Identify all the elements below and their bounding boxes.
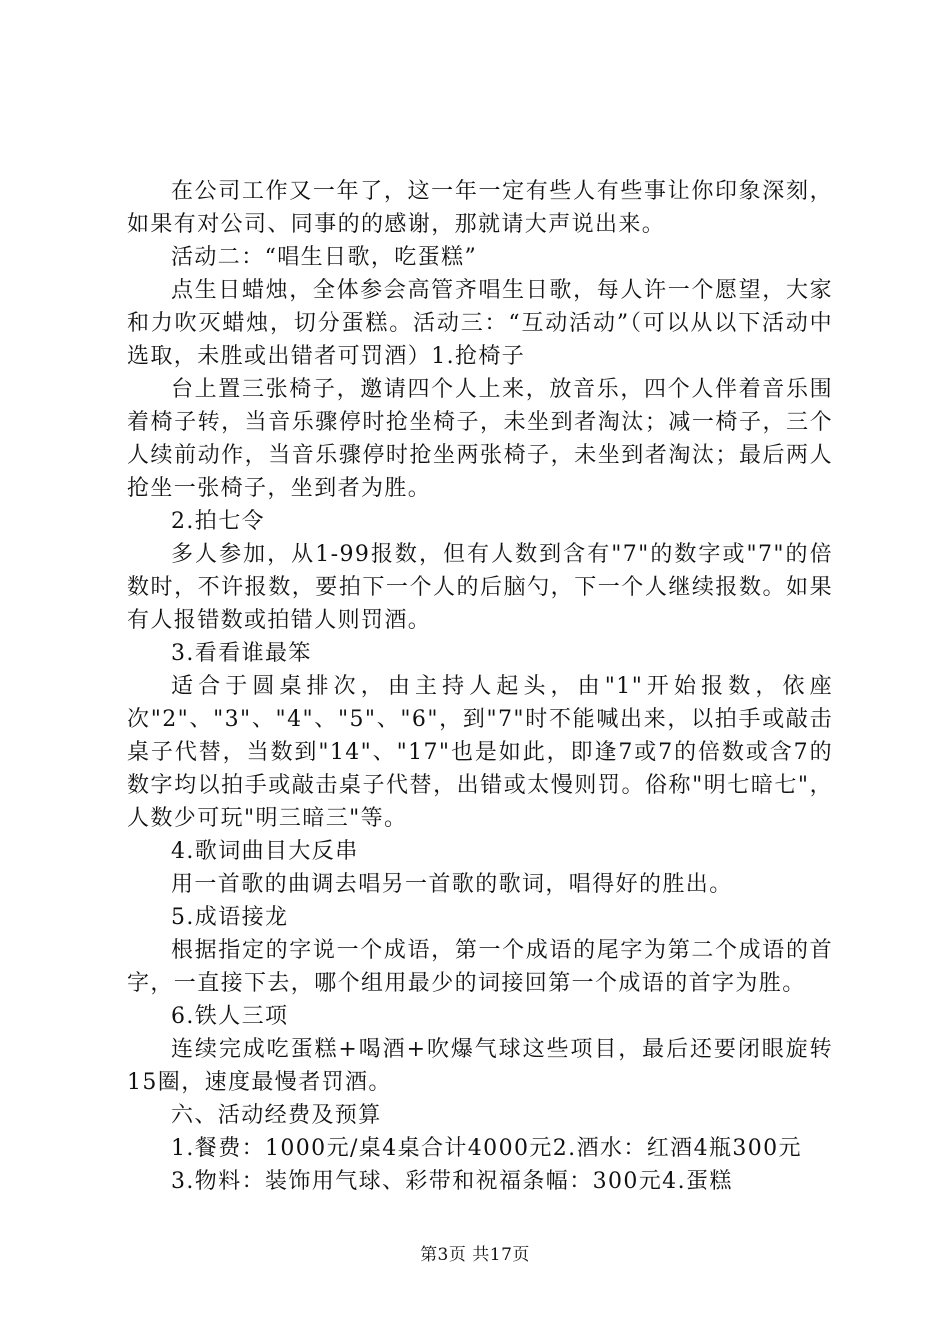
paragraph: 在公司工作又一年了，这一年一定有些人有些事让你印象深刻，如果有对公司、同事的的感谢，那就请大声说出来。	[127, 179, 833, 237]
section-heading: 2.拍七令	[171, 509, 265, 534]
paragraph: 适合于圆桌排次，由主持人起头，由"1"开始报数，依座次"2"、"3"、"4"、"5"、"6"，到"7"时不能喊出来，以拍手或敲击桌子代替，当数到"14"、"17"也是如此，即逢7或7的倍数或含7的数字均以拍手或敲击桌子代替，出错或太慢则罚。俗称"明七暗七"，人数少可玩"明三暗三"等。	[127, 674, 833, 831]
page-footer: 第3页 共17页	[420, 1245, 530, 1265]
body-text	[127, 175, 833, 1198]
paragraph: 多人参加，从1-99报数，但有人数到含有"7"的数字或"7"的倍数时，不许报数，要拍下一个人的后脑勺，下一个人继续报数。如果有人报错数或拍错人则罚酒。	[127, 542, 833, 633]
paragraph: 点生日蜡烛，全体参会高管齐唱生日歌，每人许一个愿望，大家和力吹灭蜡烛，切分蛋糕。活动三：“互动活动”（可以从以下活动中选取，未胜或出错者可罚酒）1.抢椅子	[127, 278, 833, 369]
section-heading: 6.铁人三项	[171, 1004, 289, 1029]
section-heading: 活动二：“唱生日歌，吃蛋糕”	[171, 245, 478, 270]
paragraph: 1.餐费：1000元/桌4桌合计4000元2.酒水：红酒4瓶300元	[171, 1136, 802, 1161]
section-heading: 5.成语接龙	[171, 905, 289, 930]
paragraph: 用一首歌的曲调去唱另一首歌的歌词，唱得好的胜出。	[171, 872, 733, 897]
paragraph: 台上置三张椅子，邀请四个人上来，放音乐，四个人伴着音乐围着椅子转，当音乐骤停时抢坐椅子，未坐到者淘汰；减一椅子，三个人续前动作，当音乐骤停时抢坐两张椅子，未坐到者淘汰；最后两人抢坐一张椅子，坐到者为胜。	[127, 377, 833, 501]
paragraph: 根据指定的字说一个成语，第一个成语的尾字为第二个成语的首字，一直接下去，哪个组用最少的词接回第一个成语的首字为胜。	[127, 938, 833, 996]
paragraph: 3.物料：装饰用气球、彩带和祝福条幅：300元4.蛋糕	[171, 1169, 733, 1194]
paragraph: 连续完成吃蛋糕+喝酒+吹爆气球这些项目，最后还要闭眼旋转15圈，速度最慢者罚酒。	[127, 1037, 833, 1095]
section-heading: 3.看看谁最笨	[171, 641, 312, 666]
section-heading: 4.歌词曲目大反串	[171, 839, 359, 864]
section-heading: 六、活动经费及预算	[171, 1103, 382, 1128]
